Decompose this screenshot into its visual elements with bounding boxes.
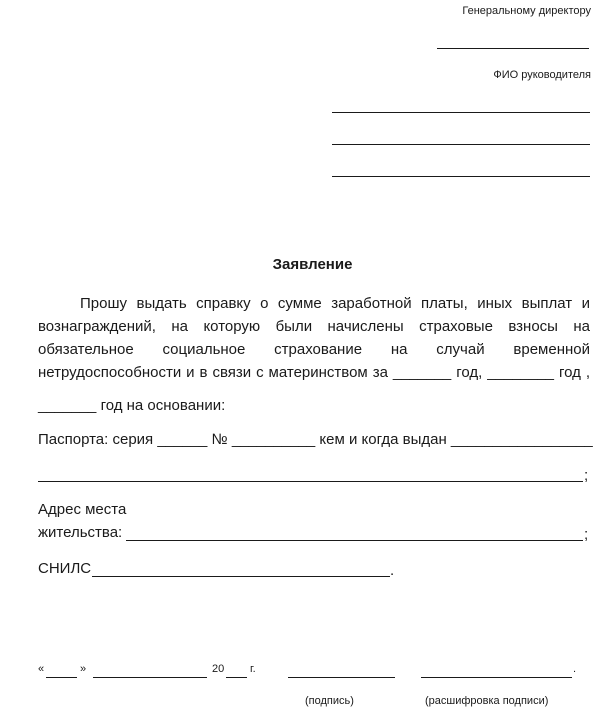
date-quote-close: » bbox=[80, 663, 87, 675]
snils-label: СНИЛС bbox=[38, 560, 92, 577]
signature-decoding-line[interactable] bbox=[421, 677, 572, 678]
fio-label: ФИО руководителя bbox=[493, 69, 591, 81]
applicant-name-line-3[interactable] bbox=[332, 176, 590, 177]
document-title: Заявление bbox=[272, 256, 353, 273]
director-name-line[interactable] bbox=[437, 48, 589, 49]
request-paragraph bbox=[38, 292, 590, 384]
applicant-name-line-2[interactable] bbox=[332, 144, 590, 145]
request-line-5: _______ год на основании: bbox=[38, 397, 226, 414]
request-line-1: Прошу выдать справку о сумме заработной платы, иных выплат и bbox=[80, 295, 590, 312]
signature-line[interactable] bbox=[288, 677, 395, 678]
address-label-line2: жительства: bbox=[38, 524, 123, 541]
recipient-title: Генеральному директору bbox=[462, 5, 591, 17]
passport-continuation-line[interactable] bbox=[38, 481, 583, 482]
date-year-prefix: 20 bbox=[212, 663, 225, 675]
request-line-4: нетрудоспособности и в связи с материнством за _______ год, ________ год , bbox=[38, 364, 590, 381]
decoding-caption: (расшифровка подписи) bbox=[425, 695, 549, 707]
snils-end: . bbox=[390, 562, 395, 579]
snils-field-line[interactable] bbox=[92, 576, 390, 577]
signature-decoding-period: . bbox=[573, 663, 577, 675]
date-month-line[interactable] bbox=[93, 677, 207, 678]
passport-line: Паспорта: серия ______ № __________ кем и когда выдан _________________ bbox=[38, 431, 593, 448]
date-year-suffix: г. bbox=[250, 663, 256, 675]
address-label-line1: Адрес места bbox=[38, 501, 127, 518]
applicant-name-line-1[interactable] bbox=[332, 112, 590, 113]
date-year-line[interactable] bbox=[226, 677, 247, 678]
address-field-line[interactable] bbox=[126, 540, 583, 541]
date-day-line[interactable] bbox=[46, 677, 77, 678]
date-quote-open: « bbox=[38, 663, 45, 675]
signature-caption: (подпись) bbox=[305, 695, 354, 707]
address-end: ; bbox=[584, 526, 589, 543]
request-line-3: обязательное социальное страхование на случай временной bbox=[38, 341, 590, 358]
passport-continuation-end: ; bbox=[584, 467, 589, 484]
request-line-2: вознаграждений, на которую были начислены страховые взносы на bbox=[38, 318, 590, 335]
